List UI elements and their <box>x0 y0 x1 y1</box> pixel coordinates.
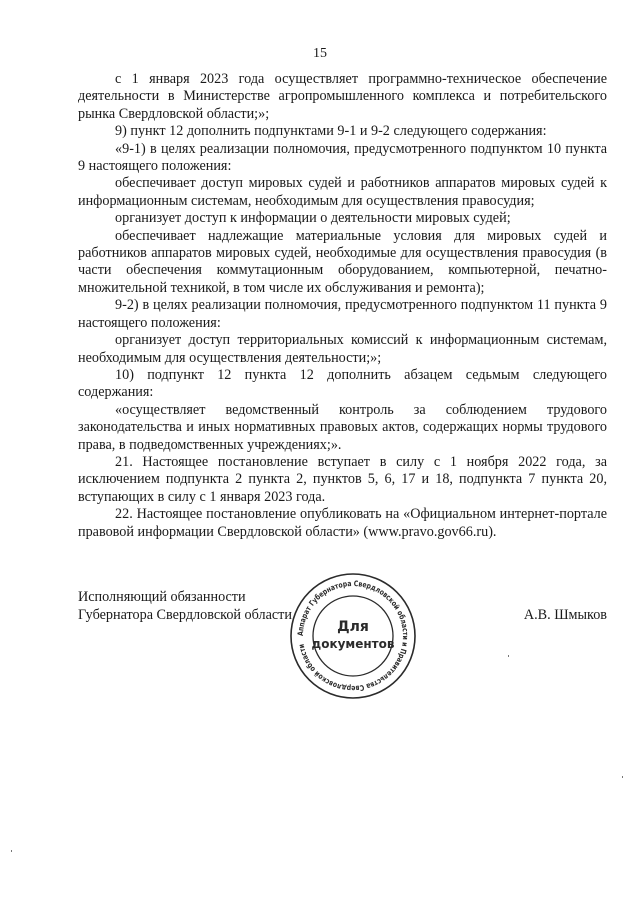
paragraph: обеспечивает надлежащие материальные условия для мировых судей и работников аппаратов мировых судей, необходимые для осуществления правосудия (в части обеспечения коммутационным оборудованием, компьютерной, печатно-множительной техникой, в том числе их обслуживания и ремонта); <box>78 227 607 296</box>
signatory-position-line: Губернатора Свердловской области <box>78 606 292 623</box>
document-body <box>78 71 607 541</box>
stamp-center-line: документов <box>311 637 395 651</box>
signatory-position-line: Исполняющий обязанности <box>78 589 246 605</box>
paragraph: с 1 января 2023 года осуществляет программно-техническое обеспечение деятельности в Министерстве агропромышленного комплекса и потребительского рынка Свердловской области;»; <box>78 71 607 122</box>
stamp-ring-text: Аппарат Губернатора Свердловской области и Правительства Свердловской области <box>295 578 411 694</box>
stamp-inner-ring <box>313 596 393 676</box>
signatory-position <box>78 589 292 624</box>
stamp-outer-ring <box>291 574 415 698</box>
paragraph: 21. Настоящее постановление вступает в силу с 1 ноября 2022 года, за исключением подпункта 2 пункта 2, пунктов 5, 6, 17 и 18, подпункта 7 пункта 20, вступающих в силу с 1 января 2023 года. <box>78 453 607 505</box>
paragraph: 9) пункт 12 дополнить подпунктами 9-1 и 9-2 следующего содержания: <box>115 123 547 140</box>
paragraph: 22. Настоящее постановление опубликовать на «Официальном интернет-портале правовой информации Свердловской области» (www.pravo.gov66.ru). <box>78 506 607 540</box>
paragraph: «осуществляет ведомственный контроль за соблюдением трудового законодательства и иных нормативных правовых актов, содержащих нормы трудового права, в подведомственных учреждениях;». <box>78 401 607 453</box>
scan-speck <box>622 776 623 778</box>
official-stamp <box>288 571 418 701</box>
signatory-name: А.В. Шмыков <box>523 607 607 623</box>
page-number: 15 <box>313 46 327 61</box>
paragraph: обеспечивает доступ мировых судей и работников аппаратов мировых судей к информационным системам, необходимым для осуществления правосудия; <box>78 175 607 209</box>
paragraph: «9-1) в целях реализации полномочия, предусмотренного подпунктом 10 пункта 9 настоящего положения: <box>78 140 607 175</box>
paragraph: 10) подпункт 12 пункта 12 дополнить абзацем седьмым следующего содержания: <box>78 366 607 401</box>
scan-speck <box>11 850 12 852</box>
paragraph: организует доступ к информации о деятельности мировых судей; <box>115 210 511 227</box>
scan-speck <box>508 655 509 657</box>
paragraph: 9-2) в целях реализации полномочия, предусмотренного подпунктом 11 пункта 9 настоящего положения: <box>78 297 607 331</box>
paragraph: организует доступ территориальных комиссий к информационным системам, необходимым для осуществления деятельности;»; <box>78 332 607 366</box>
stamp-center-line: Для <box>337 619 369 635</box>
